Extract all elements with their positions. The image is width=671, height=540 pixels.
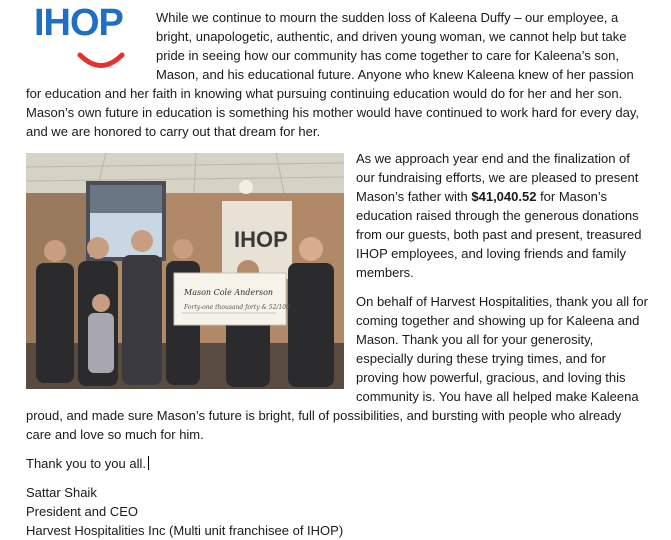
- letter-document: [26, 2, 648, 540]
- donation-text-before: As we approach year end and the finalization of our fundraising efforts, we are pleased to present Mason’s father with: [356, 151, 639, 204]
- paragraph-thanks: On behalf of Harvest Hospitalities, thank you all for coming together and showing up for Kaleena and Mason. Thank you all for your generosity, especially during these trying times, and for proving how powerful, gracious, and loving this community is. You have all helped make Kaleena proud, and made sure Mason’s future is bright, full of possibilities, and bursting with people who already care and love so much for him.: [26, 294, 648, 442]
- paragraph-closing: [26, 454, 648, 473]
- signer-company: Harvest Hospitalities Inc (Multi unit franchisee of IHOP): [26, 523, 344, 538]
- signature-block: [26, 483, 648, 540]
- donation-text-after: for Mason’s education raised through the generous donations from our guests, both past and present, treasured IHOP employees, and loving friends and family members.: [356, 189, 642, 280]
- closing-text: Thank you to you all.: [26, 456, 146, 471]
- check-payee: Mason Cole Anderson: [184, 288, 274, 297]
- ihop-logo: [26, 2, 144, 78]
- check-presentation-photo: [26, 153, 344, 389]
- donation-amount: $41,040.52: [471, 189, 537, 204]
- signer-title: President and CEO: [26, 504, 139, 519]
- wall-logo-text: IHOP: [234, 227, 288, 252]
- check-memo: Forty-one thousand forty & 52/100: [184, 304, 290, 311]
- logo-wordmark: IHOP: [34, 2, 123, 44]
- text-cursor: [148, 456, 149, 470]
- logo-smile-icon: [76, 52, 126, 72]
- signer-name: Sattar Shaik: [26, 485, 97, 500]
- paragraph-tribute: While we continue to mourn the sudden loss of Kaleena Duffy – our employee, a bright, unapologetic, authentic, and driven young woman, we cannot help but take pride in seeing how our community has come together to care for Kaleena’s son, Mason, and his educational future. Anyone who knew Kaleena knew of her passion for education and her faith in knowing what pursuing continuing education would do for her and her son. Mason’s own future in education is something his mother would have continued to work hard for every day, and we are honored to carry out that dream for her.: [26, 10, 640, 139]
